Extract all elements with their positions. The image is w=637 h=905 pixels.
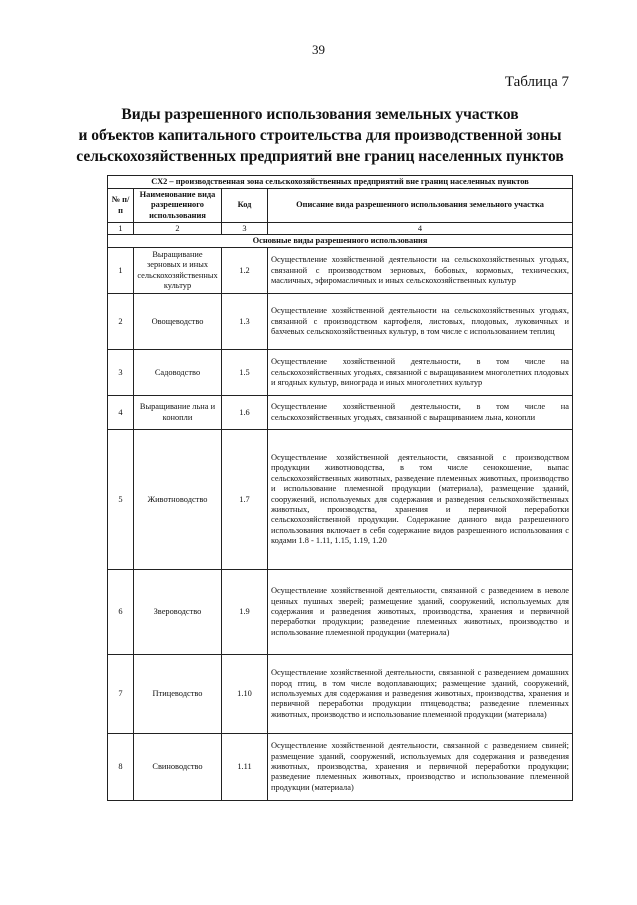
row-number: 2	[108, 294, 134, 350]
row-number: 7	[108, 655, 134, 734]
section-row	[108, 235, 573, 248]
use-code: 1.3	[222, 294, 268, 350]
use-code: 1.2	[222, 248, 268, 294]
table-row	[108, 655, 573, 734]
use-code: 1.7	[222, 430, 268, 570]
use-description: Осуществление хозяйственной деятельности на сельскохозяйственных угодьях, связанной с производством зерновых, бобовых, кормовых, технических, масличных, эфиромасличных и иных сельскохозяйственных культур	[268, 248, 573, 294]
use-code: 1.6	[222, 396, 268, 430]
column-number: 4	[268, 223, 573, 235]
zone-title: СХ2 – производственная зона сельскохозяйственных предприятий вне границ населенных пунктов	[108, 176, 573, 189]
use-description: Осуществление хозяйственной деятельности, связанной с разведением домашних пород птиц, в том числе водоплавающих; размещение зданий, сооружений, используемых для содержания и разведения животных, производства, хранения и первичной переработки продукции птицеводства; разведение племенных животных, производство и использование племенной продукции (материала)	[268, 655, 573, 734]
use-code: 1.11	[222, 734, 268, 801]
table-row	[108, 430, 573, 570]
table-row	[108, 294, 573, 350]
use-name: Выращивание льна и конопли	[134, 396, 222, 430]
table-row	[108, 350, 573, 396]
use-description: Осуществление хозяйственной деятельности, в том числе на сельскохозяйственных угодьях, связанной с выращиванием льна, конопли	[268, 396, 573, 430]
use-name: Птицеводство	[134, 655, 222, 734]
column-number: 1	[108, 223, 134, 235]
title-line: и объектов капитального строительства для производственной зоны	[78, 127, 562, 144]
header-code: Код	[222, 189, 268, 223]
use-name: Овощеводство	[134, 294, 222, 350]
use-name: Выращивание зерновых и иных сельскохозяйственных культур	[134, 248, 222, 294]
use-description: Осуществление хозяйственной деятельности на сельскохозяйственных угодьях, связанной с производством картофеля, листовых, плодовых, луковичных и бахчевых сельскохозяйственных культур, в том числе с использованием теплиц	[268, 294, 573, 350]
land-use-table	[107, 175, 573, 801]
row-number: 6	[108, 570, 134, 655]
use-name: Садоводство	[134, 350, 222, 396]
column-number: 2	[134, 223, 222, 235]
section-heading: Основные виды разрешенного использования	[108, 235, 573, 248]
row-number: 5	[108, 430, 134, 570]
table-row	[108, 248, 573, 294]
zone-title-row	[108, 176, 573, 189]
column-number-row	[108, 223, 573, 235]
table-row	[108, 396, 573, 430]
header-row	[108, 189, 573, 223]
use-description: Осуществление хозяйственной деятельности, связанной с производством продукции животноводства, в том числе сенокошение, выпас сельскохозяйственных животных, разведение племенных животных, производство и использование племенной продукции (материала), размещение зданий, сооружений, используемых для содержания и разведения сельскохозяйственных животных, производства, хранения и первичной переработки сельскохозяйственной продукции. Содержание данного вида разрешенного использования включает в себя содержание видов разрешенного использования с кодами 1.8 - 1.11, 1.15, 1.19, 1.20	[268, 430, 573, 570]
use-description: Осуществление хозяйственной деятельности, в том числе на сельскохозяйственных угодьях, связанной с выращиванием многолетних плодовых и ягодных культур, винограда и иных многолетних культур	[268, 350, 573, 396]
header-description: Описание вида разрешенного использования земельного участка	[268, 189, 573, 223]
document-title	[40, 104, 600, 167]
use-code: 1.9	[222, 570, 268, 655]
column-number: 3	[222, 223, 268, 235]
table-row	[108, 570, 573, 655]
table-label: Таблица 7	[504, 74, 569, 90]
title-line: сельскохозяйственных предприятий вне границ населенных пунктов	[76, 148, 564, 165]
table-row	[108, 734, 573, 801]
use-description: Осуществление хозяйственной деятельности, связанной с разведением в неволе ценных пушных зверей; размещение зданий, сооружений, используемых для содержания и разведения животных, производства, хранения и первичной переработки продукции; разведение племенных животных, производство и использование племенной продукции (материала)	[268, 570, 573, 655]
use-description: Осуществление хозяйственной деятельности, связанной с разведением свиней; размещение зданий, сооружений, используемых для содержания и разведения животных, производства, хранения и первичной переработки продукции; разведение племенных животных, производство и использование племенной продукции (материала)	[268, 734, 573, 801]
row-number: 4	[108, 396, 134, 430]
row-number: 3	[108, 350, 134, 396]
use-name: Свиноводство	[134, 734, 222, 801]
row-number: 8	[108, 734, 134, 801]
row-number: 1	[108, 248, 134, 294]
use-name: Звероводство	[134, 570, 222, 655]
use-code: 1.10	[222, 655, 268, 734]
use-name: Животноводство	[134, 430, 222, 570]
use-code: 1.5	[222, 350, 268, 396]
title-line: Виды разрешенного использования земельных участков	[121, 106, 519, 123]
header-name: Наименование вида разрешенного использования	[134, 189, 222, 223]
page-number: 39	[312, 42, 325, 57]
header-num: № п/п	[108, 189, 134, 223]
